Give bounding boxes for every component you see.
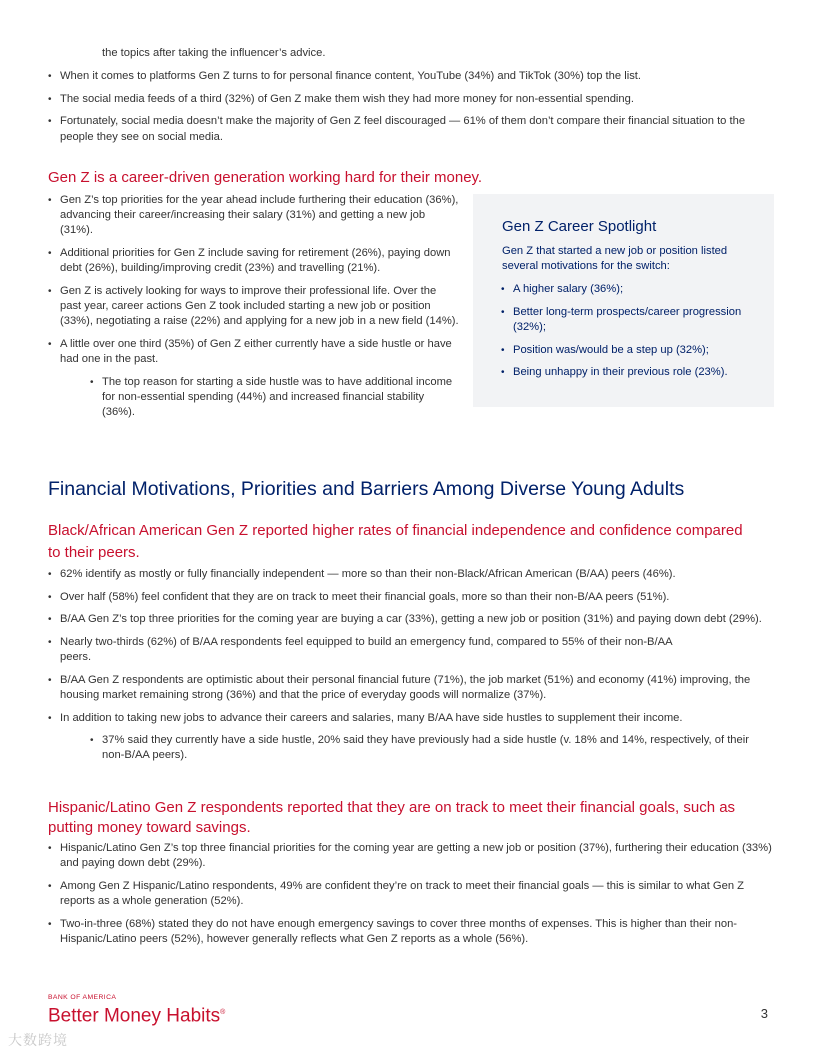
brand-large-text (48, 1002, 225, 1027)
registered-mark: ® (220, 1009, 226, 1016)
career-bullets (60, 193, 460, 428)
list-item: • Better long-term prospects/career progression (32%); (513, 305, 763, 335)
list-item: • Hispanic/Latino Gen Z’s top three financial priorities for the coming year are getting a new job or position (37%), furthering their education (33%) and paying down debt (29%). (60, 841, 772, 871)
list-item: • 62% identify as mostly or fully financially independent — more so than their non-Black/African American (B/AA) peers (46%). (60, 567, 765, 582)
baa-heading: Black/African American Gen Z reported higher rates of financial independence and confidence compared to their peers. (48, 522, 743, 561)
list-item: • Over half (58%) feel confident that they are on track to meet their financial goals, more so than their non-B/AA peers (51%). (60, 590, 765, 605)
brand-logo (48, 994, 225, 1027)
list-item: • When it comes to platforms Gen Z turns to for personal finance content, YouTube (34%) and TikTok (30%) top the list. (60, 69, 760, 84)
spotlight-intro: Gen Z that started a new job or position listed several motivations for the switch: (502, 245, 728, 273)
baa-bullets (60, 567, 765, 771)
brand-name: Better Money Habits (48, 1005, 221, 1027)
sub-list-item: • The top reason for starting a side hustle was to have additional income for non-essential spending (44%) and increased financial stability (36%). (102, 375, 460, 421)
side-hustle-sub-bullets (60, 375, 460, 421)
baa-side-hustle-sub-bullets (60, 733, 765, 763)
list-item: • Two-in-three (68%) stated they do not have enough emergency savings to cover three months of expenses. This is higher than their non-Hispanic/Latino peers (52%), however generally reflects what Gen Z reports as a whole (56%). (60, 917, 772, 947)
list-item: • Nearly two-thirds (62%) of B/AA respondents feel equipped to build an emergency fund, compared to 55% of their non-B/AA peers. (60, 635, 680, 665)
list-item: • Gen Z is actively looking for ways to improve their professional life. Over the past year, career actions Gen Z took included starting a new job or position (33%), negotiating a raise (22%) and applying for a new job in a new field (14%). (60, 284, 460, 330)
list-item: • A higher salary (36%); (513, 282, 763, 297)
watermark: 大数跨境 (8, 1032, 68, 1048)
list-item-text: In addition to taking new jobs to advance their careers and salaries, many B/AA have side hustles to supplement their income. (60, 711, 683, 724)
hispanic-heading: Hispanic/Latino Gen Z respondents reported that they are on track to meet their financial goals, such as putting money toward savings. (48, 799, 736, 836)
page-number: 3 (760, 1006, 768, 1021)
spotlight-list (513, 282, 763, 388)
list-item: • Position was/would be a step up (32%); (513, 343, 763, 358)
list-item: • Additional priorities for Gen Z include saving for retirement (26%), paying down debt (26%), building/improving credit (23%) and travelling (21%). (60, 246, 460, 276)
list-item: • Among Gen Z Hispanic/Latino respondents, 49% are confident they’re on track to meet their financial goals — this is similar to what Gen Z reports as a whole generation (52%). (60, 879, 772, 909)
career-spotlight-panel (473, 194, 774, 407)
list-item: • B/AA Gen Z’s top three priorities for the coming year are buying a car (33%), getting a new job or position (31%) and paying down debt (29%). (60, 612, 765, 627)
list-item: • Being unhappy in their previous role (23%). (513, 365, 763, 380)
continued-sub-bullet: the topics after taking the influencer’s advice. (102, 47, 326, 59)
list-item: • Gen Z’s top priorities for the year ahead include furthering their education (36%), advancing their career/increasing their salary (31%) and getting a new job (31%). (60, 193, 460, 239)
hispanic-bullets (60, 841, 772, 955)
brand-small-text: BANK OF AMERICA (48, 994, 117, 1001)
list-item-text: A little over one third (35%) of Gen Z either currently have a side hustle or have had one in the past. (60, 338, 452, 366)
section-title: Financial Motivations, Priorities and Barriers Among Diverse Young Adults (48, 478, 685, 500)
list-item: • Fortunately, social media doesn’t make the majority of Gen Z feel discouraged — 61% of them don’t compare their financial situation to the people they see on social media. (60, 114, 760, 144)
list-item: • B/AA Gen Z respondents are optimistic about their personal financial future (71%), the job market (51%) and economy (41%) improving, the housing market remaining strong (36%) and that the price of everyday goods will normalize (37%). (60, 673, 765, 703)
sub-list-item: • 37% said they currently have a side hustle, 20% said they have previously had a side hustle (v. 18% and 14%, respectively, of their non-B/AA peers). (102, 733, 765, 763)
social-media-bullets (60, 69, 760, 152)
list-item (60, 711, 765, 764)
list-item (60, 337, 460, 420)
spotlight-title: Gen Z Career Spotlight (502, 218, 657, 235)
career-heading: Gen Z is a career-driven generation working hard for their money. (48, 169, 483, 186)
list-item: • The social media feeds of a third (32%) of Gen Z make them wish they had more money for non-essential spending. (60, 92, 760, 107)
